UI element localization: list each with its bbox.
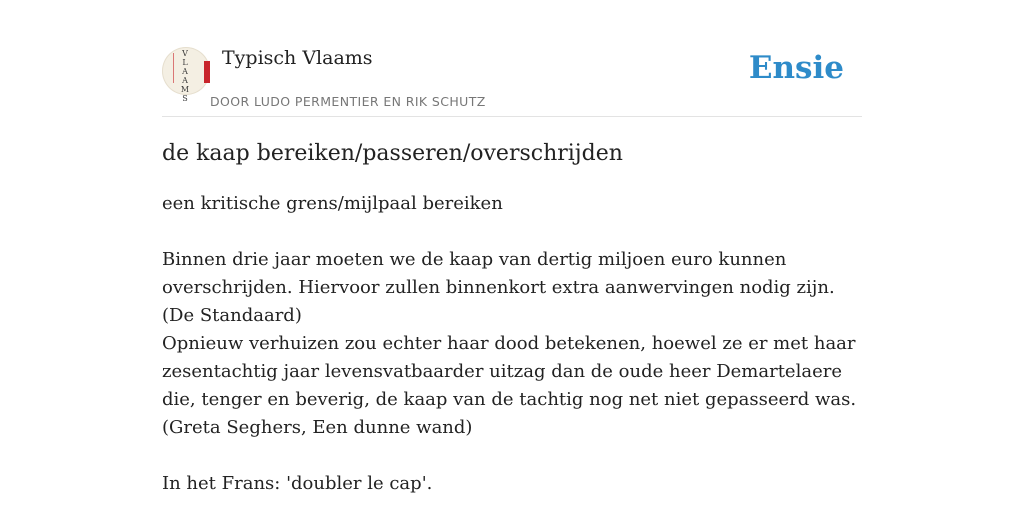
book-title-link[interactable]: Typisch Vlaams <box>222 47 373 69</box>
example-quote: Binnen drie jaar moeten we de kaap van dertig miljoen euro kunnen overschrijden. Hiervoor zullen binnenkort extra aanwervingen nodig zijn. <box>162 249 835 298</box>
paragraph-gap <box>162 442 862 470</box>
cover-decoration <box>173 53 174 83</box>
cover-red-band <box>204 61 210 83</box>
example-source: (De Standaard) <box>162 305 302 326</box>
example-quote: Opnieuw verhuizen zou echter haar dood betekenen, hoewel ze er met haar zesentachtig jaar levensvatbaarder uitzag dan de oude heer Demartelaere die, tenger en beverig, de kaap van de tachtig nog net niet gepasseerd was. <box>162 333 857 410</box>
entry-title: de kaap bereiken/passeren/overschrijden <box>162 141 623 166</box>
entry-definition: een kritische grens/mijlpaal bereiken <box>162 193 503 214</box>
dictionary-entry <box>162 138 862 498</box>
ensie-logo[interactable]: Ensie <box>748 50 844 86</box>
french-note: In het Frans: 'doubler le cap'. <box>162 473 433 494</box>
cover-lettering: V L A A M S <box>180 49 190 103</box>
book-cover-thumbnail[interactable] <box>162 47 210 103</box>
book-header <box>162 44 862 117</box>
book-authors: DOOR LUDO PERMENTIER EN RIK SCHUTZ <box>210 94 486 109</box>
paragraph-gap <box>162 218 862 246</box>
example-source: (Greta Seghers, Een dunne wand) <box>162 417 473 438</box>
entry-body <box>162 190 862 498</box>
